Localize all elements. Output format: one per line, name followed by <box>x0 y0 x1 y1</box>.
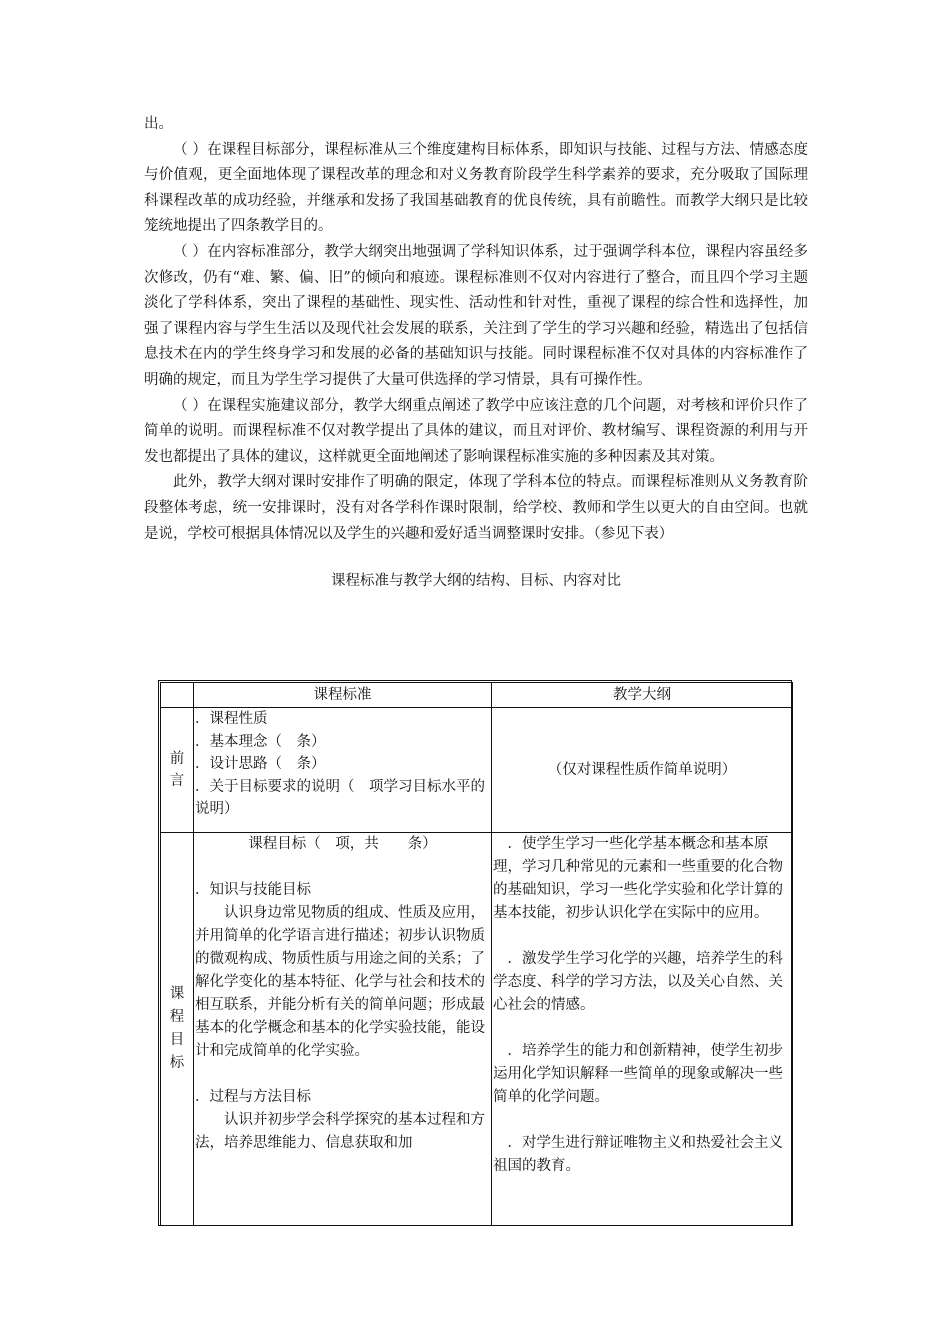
header-syllabus: 教学大纲 <box>492 683 793 708</box>
spacer <box>493 925 791 948</box>
list-item: ．使学生学习一些化学基本概念和基本原理，学习几种常见的元素和一些重要的化合物的基础知识，学习一些化学实验和化学计算的基本技能，初步认识化学在实际中的应用。 <box>493 836 783 921</box>
label-char: 言 <box>169 773 185 789</box>
list-item: ．基本理念（ 条） <box>195 733 326 750</box>
label-char: 前 <box>169 751 185 767</box>
label-char: 标 <box>169 1055 185 1071</box>
paragraph-goals: （ ）在课程目标部分，课程标准从三个维度建构目标体系，即知识与技能、过程与方法、情感态度与价值观，更全面地体现了课程改革的理念和对义务教育阶段学生科学素养的要求，充分吸取了国际理科课程改革的成功经验，并继承和发扬了我国基础教育的优良传统，具有前瞻性。而教学大纲只是比较笼统地提出了四条教学目的。 <box>144 141 808 235</box>
label-char: 目 <box>169 1032 185 1048</box>
goals-standard-title: 课程目标（ 项，共 条） <box>248 836 437 852</box>
label-char: 程 <box>169 1009 185 1025</box>
preface-standard-cell <box>194 708 492 833</box>
goals-subheading: ．知识与技能目标 <box>195 882 311 898</box>
paragraph-class-hours: 此外，教学大纲对课时安排作了明确的限定，体现了学科本位的特点。而课程标准则从义务教育阶段整体考虑，统一安排课时，没有对各学科作课时限制，给学校、教师和学生以更大的自由空间。也就是说，学校可根据具体情况以及学生的兴趣和爱好适当调整课时安排。（参见下表） <box>144 474 808 542</box>
goals-syllabus-cell <box>492 833 793 1226</box>
list-item: ．设计思路（ 条） <box>195 756 326 772</box>
goals-standard-text: 认识身边常见物质的组成、性质及应用，并用简单的化学语言进行描述；初步认识物质的微观构成、物质性质与用途之间的关系；了解化学变化的基本特征、化学与社会和技术的相互联系，并能分析有关的简单问题；形成最基本的化学概念和基本的化学实验技能，能设计和完成简单的化学实验。 <box>195 905 485 1059</box>
preface-syllabus-cell: （仅对课程性质作简单说明） <box>492 708 793 833</box>
table-caption: 课程标准与教学大纲的结构、目标、内容对比 <box>331 573 621 590</box>
paragraph-continuation: 出。 <box>144 116 173 132</box>
list-item: ．对学生进行辩证唯物主义和热爱社会主义祖国的教育。 <box>493 1135 783 1174</box>
table-row-goals <box>161 833 793 1226</box>
spacer <box>493 1109 791 1132</box>
document-body <box>144 112 808 593</box>
list-item: ．课程性质 <box>195 711 268 727</box>
list-item: ．培养学生的能力和创新精神，使学生初步运用化学知识解释一些简单的现象或解决一些简单的化学问题。 <box>493 1043 783 1105</box>
paragraph-content: （ ）在内容标准部分，教学大纲突出地强调了学科知识体系，过于强调学科本位，课程内容虽经多次修改，仍有“难、繁、偏、旧”的倾向和痕迹。课程标准则不仅对内容进行了整合，而且四个学习主题淡化了学科体系，突出了课程的基础性、现实性、活动性和针对性，重视了课程的综合性和选择性，加强了课程内容与学生生活以及现代社会发展的联系，关注到了学生的学习兴趣和经验，精选出了包括信息技术在内的学生终身学习和发展的必备的基础知识与技能。同时课程标准不仅对具体的内容标准作了明确的规定，而且为学生学习提供了大量可供选择的学习情景，具有可操作性。 <box>144 243 808 388</box>
list-item: ．激发学生学习化学的兴趣，培养学生的科学态度、科学的学习方法，以及关心自然、关心社会的情感。 <box>493 951 783 1013</box>
row-label-goals <box>161 833 194 1226</box>
spacer <box>195 1063 490 1086</box>
spacer <box>195 856 490 879</box>
label-char: 课 <box>169 986 185 1002</box>
goals-standard-cell <box>194 833 492 1226</box>
comparison-table <box>160 682 793 1226</box>
header-corner <box>161 683 194 708</box>
list-item: ．关于目标要求的说明（ 项学习目标水平的说明） <box>195 778 485 817</box>
spacer <box>493 1017 791 1040</box>
paragraph-implementation: （ ）在课程实施建议部分，教学大纲重点阐述了教学中应该注意的几个问题，对考核和评价只作了简单的说明。而课程标准不仅对教学提出了具体的建议，而且对评价、教材编写、课程资源的利用与开发也都提出了具体的建议，这样就更全面地阐述了影响课程标准实施的多种因素及其对策。 <box>144 397 808 465</box>
table-row-preface <box>161 708 793 833</box>
header-standard: 课程标准 <box>194 683 492 708</box>
row-label-preface <box>161 708 194 833</box>
goals-standard-text: 认识并初步学会科学探究的基本过程和方法，培养思维能力、信息获取和加 <box>195 1112 485 1151</box>
table-header-row <box>161 683 793 708</box>
goals-subheading: ．过程与方法目标 <box>195 1089 311 1105</box>
